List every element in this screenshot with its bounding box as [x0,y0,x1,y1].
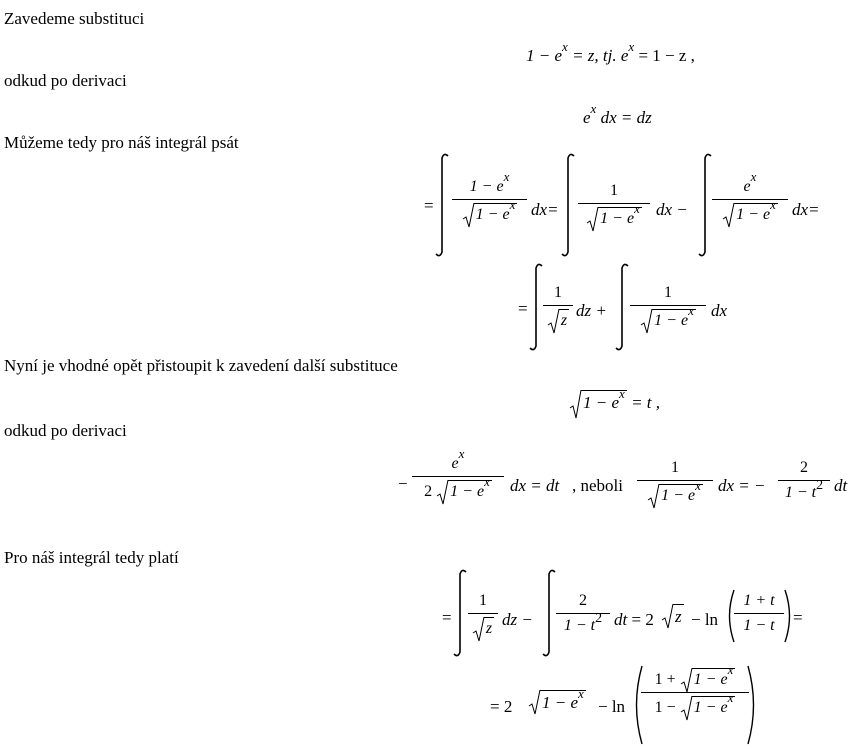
integral-sign [434,152,452,258]
text-line-4: Nyní je vhodné opět přistoupit k zavedení další substituce [4,356,398,375]
equation-substitution-t: $1 - e^x = t$ , [569,390,660,413]
fraction: 1 + $1 - e^x$ 1 − $1 - e^x$ [641,668,749,717]
integral-sign [560,152,578,258]
fraction: 1 $1 - e^x$ [630,284,706,330]
fraction: $1 - e^x$ $1 - e^x$ [452,178,527,224]
text-line-5: odkud po derivaci [4,421,127,440]
equation-substitution: $1 - e^x = z$, tj. $e^x = 1 - z$ , [526,39,695,65]
text-line-2: odkud po derivaci [4,71,127,90]
text-line-3: Můžeme tedy pro náš integrál psát [4,133,239,152]
fraction: $e^x$ $1 - e^x$ [712,178,788,224]
fraction: $e^x$ 2 $1 - e^x$ [412,455,504,501]
fraction: 2 1 − t2 [778,459,830,502]
fraction: 1 $1 - e^x$ [578,182,650,228]
fraction: 1 $1 - e^x$ [637,459,713,505]
text-line-6: Pro náš integrál tedy platí [4,548,179,567]
fraction: 1 + t 1 − t [734,592,784,635]
fraction: 1 z [543,284,573,330]
equation-derivative: $e^x$ dx = dz [583,101,652,127]
fraction: 2 1 − t2 [556,592,610,635]
text-line-1: Zavedeme substituci [4,9,145,28]
fraction: 1 z [468,592,498,638]
